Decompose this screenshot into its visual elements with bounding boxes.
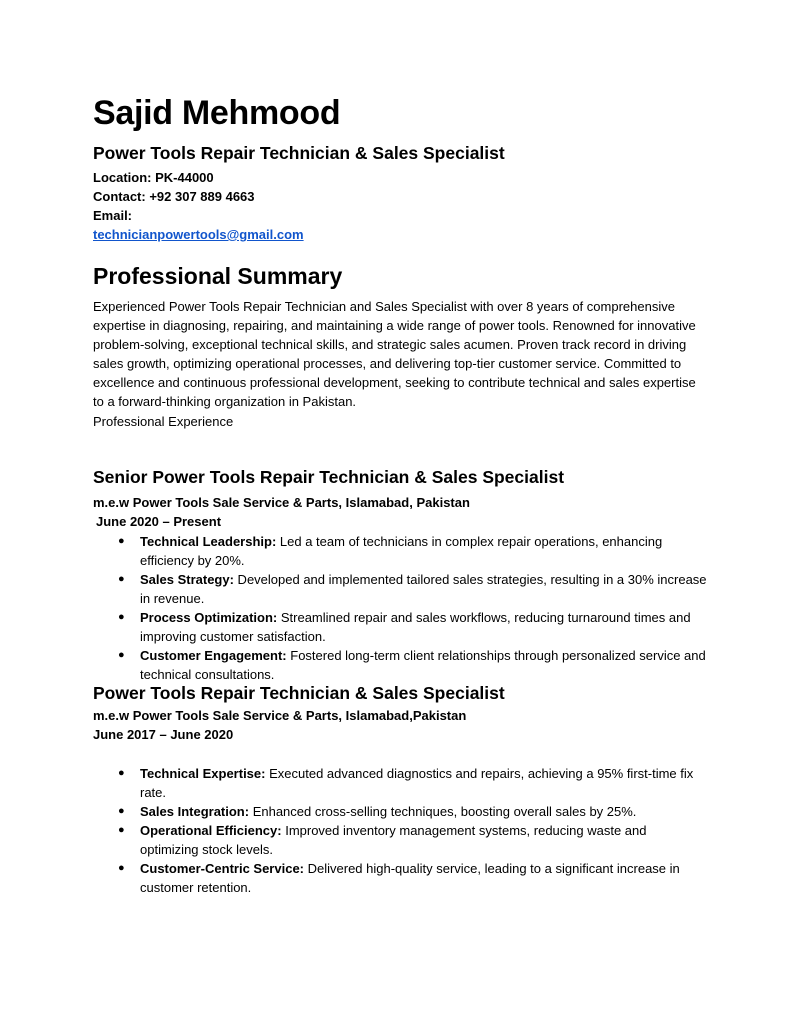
list-item	[118, 646, 708, 684]
job-bullets	[118, 764, 708, 897]
job-dates: June 2020 – Present	[96, 514, 222, 529]
location-line: Location: PK-44000	[93, 170, 214, 185]
bullet-icon: ●	[118, 611, 125, 623]
list-item	[118, 764, 708, 802]
summary-paragraph: Experienced Power Tools Repair Technician and Sales Specialist with over 8 years of comprehensive expertise in diagnosing, repairing, and maintaining a wide range of power tools. Renowned for innovative problem-solving, exceptional technical skills, and strategic sales acumen. Proven track record in driving sales growth, optimizing operational processes, and delivering top-tier customer service. Committed to excellence and continuous professional development, seeking to contribute technical and sales expertise to a forward-thinking organization in Pakistan.	[93, 299, 696, 410]
bullet-icon: ●	[118, 767, 125, 779]
candidate-title: Power Tools Repair Technician & Sales Specialist	[93, 143, 505, 163]
summary-heading: Professional Summary	[93, 263, 343, 289]
bullet-label: Sales Strategy:	[140, 572, 234, 587]
list-item	[118, 859, 708, 897]
job-bullets	[118, 532, 708, 684]
bullet-icon: ●	[118, 805, 125, 817]
bullet-label: Customer-Centric Service:	[140, 861, 304, 876]
job-dates: June 2017 – June 2020	[93, 727, 234, 742]
job-company: m.e.w Power Tools Sale Service & Parts, Islamabad,Pakistan	[93, 708, 467, 723]
bullet-text: Led a team of technicians in complex repair operations, enhancing efficiency by 20%.	[140, 534, 663, 568]
email-link[interactable]: technicianpowertools@gmail.com	[93, 227, 304, 242]
list-item	[118, 570, 708, 608]
bullet-label: Technical Leadership:	[140, 534, 277, 549]
bullet-icon: ●	[118, 573, 125, 585]
email-label: Email:	[93, 208, 133, 223]
bullet-icon: ●	[118, 535, 125, 547]
summary-block	[93, 297, 703, 431]
bullet-icon: ●	[118, 824, 125, 836]
bullet-label: Process Optimization:	[140, 610, 278, 625]
bullet-text: Enhanced cross-selling techniques, boosting overall sales by 25%.	[249, 804, 637, 819]
job-title: Senior Power Tools Repair Technician & Sales Specialist	[93, 467, 565, 487]
bullet-label: Sales Integration:	[140, 804, 250, 819]
bullet-text: Developed and implemented tailored sales strategies, resulting in a 30% increase in revenue.	[140, 572, 707, 606]
candidate-name: Sajid Mehmood	[93, 94, 341, 132]
bullet-text: Streamlined repair and sales workflows, reducing turnaround times and improving customer satisfaction.	[140, 610, 691, 644]
list-item	[118, 532, 708, 570]
bullet-label: Operational Efficiency:	[140, 823, 282, 838]
bullet-text: Fostered long-term client relationships through personalized service and technical consultations.	[140, 648, 706, 682]
bullet-icon: ●	[118, 862, 125, 874]
job-title: Power Tools Repair Technician & Sales Specialist	[93, 683, 505, 703]
list-item	[118, 821, 708, 859]
bullet-icon: ●	[118, 649, 125, 661]
experience-label: Professional Experience	[93, 413, 234, 429]
list-item	[118, 802, 708, 821]
contact-line: Contact: +92 307 889 4663	[93, 189, 255, 204]
bullet-label: Technical Expertise:	[140, 766, 266, 781]
list-item	[118, 608, 708, 646]
bullet-label: Customer Engagement:	[140, 648, 287, 663]
bullet-text: Executed advanced diagnostics and repairs, achieving a 95% first-time fix rate.	[140, 766, 694, 800]
bullet-text: Improved inventory management systems, reducing waste and optimizing stock levels.	[140, 823, 647, 857]
bullet-text: Delivered high-quality service, leading to a significant increase in customer retention.	[140, 861, 680, 895]
job-company: m.e.w Power Tools Sale Service & Parts, Islamabad, Pakistan	[93, 495, 470, 510]
